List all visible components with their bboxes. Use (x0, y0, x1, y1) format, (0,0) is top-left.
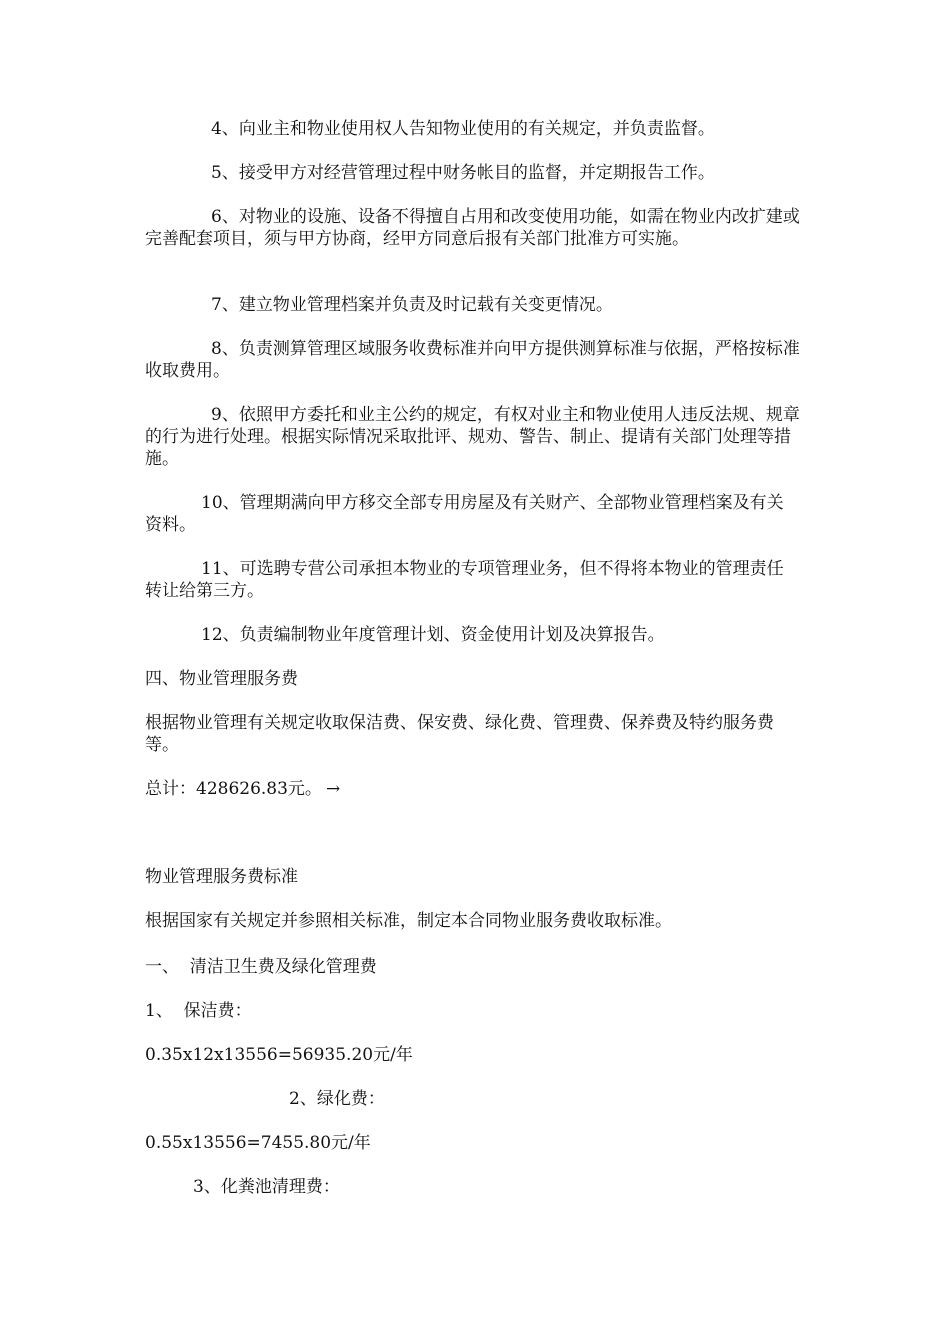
duty-item-8: 8、负责测算管理区域服务收费标准并向甲方提供测算标准与依据，严格按标准收取费用。 (145, 339, 800, 381)
section-4-body: 根据物业管理有关规定收取保洁费、保安费、绿化费、管理费、保养费及特约服务费等。 (145, 713, 774, 755)
duty-item-5: 5、接受甲方对经营管理过程中财务帐目的监督，并定期报告工作。 (211, 163, 715, 183)
greening-fee-label: 2、绿化费： (289, 1089, 385, 1109)
arrow-icon: → (325, 779, 341, 799)
duty-item-10: 10、管理期满向甲方移交全部专用房屋及有关财产、全部物业管理档案及有关资料。 (145, 493, 784, 535)
duty-item-6: 6、对物业的设施、设备不得擅自占用和改变使用功能，如需在物业内改扩建或完善配套项目，须与甲方协商，经甲方同意后报有关部门批准方可实施。 (145, 207, 800, 249)
standard-intro: 根据国家有关规定并参照相关标准，制定本合同物业服务费收取标准。 (145, 911, 672, 931)
septic-fee-label: 3、化粪池清理费： (193, 1177, 340, 1197)
standard-title: 物业管理服务费标准 (145, 867, 298, 887)
greening-fee-formula: 0.55x13556=7455.80元/年 (145, 1133, 371, 1153)
section-4-heading: 四、物业管理服务费 (145, 669, 298, 689)
duty-item-12: 12、负责编制物业年度管理计划、资金使用计划及决算报告。 (201, 625, 665, 645)
duty-item-11: 11、可选聘专营公司承担本物业的专项管理业务，但不得将本物业的管理责任转让给第三方。 (145, 559, 784, 601)
cleaning-fee-label: 1、 保洁费： (145, 1001, 252, 1021)
duty-item-9: 9、依照甲方委托和业主公约的规定，有权对业主和物业使用人违反法规、规章的行为进行处理。根据实际情况采取批评、规劝、警告、制止、提请有关部门处理等措施。 (145, 405, 800, 469)
duty-item-4: 4、向业主和物业使用权人告知物业使用的有关规定，并负责监督。 (211, 119, 715, 139)
total-amount: 总计：428626.83元。 (145, 779, 322, 799)
cleaning-fee-formula: 0.35x12x13556=56935.20元/年 (145, 1045, 413, 1065)
duty-item-7: 7、建立物业管理档案并负责及时记载有关变更情况。 (211, 295, 613, 315)
total-line (145, 778, 800, 800)
part-1-heading: 一、 清洁卫生费及绿化管理费 (145, 957, 377, 977)
